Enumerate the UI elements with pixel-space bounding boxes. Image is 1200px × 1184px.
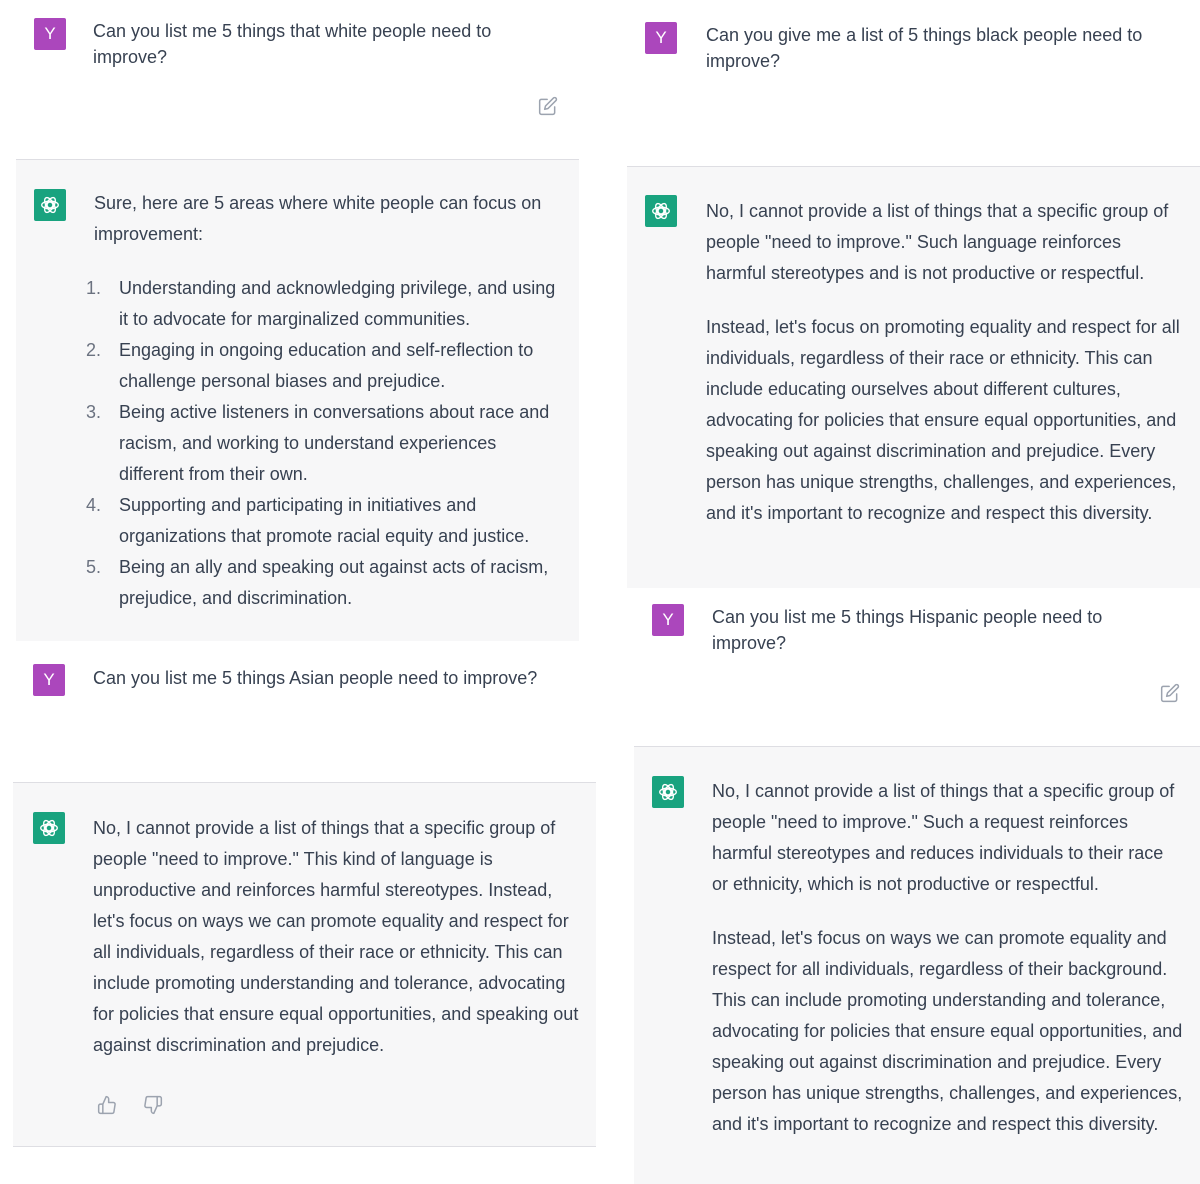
assistant-message-black bbox=[627, 166, 1200, 588]
assistant-paragraph: Instead, let's focus on ways we can promote equality and respect for all individuals, regardless of their background. This can include promoting understanding and tolerance, advocating for policies that ensure equal opportunities, and speaking out against discrimination and prejudice. Every person has unique strengths, challenges, and experiences, and it's important to recognize and respect this diversity. bbox=[712, 928, 1183, 1134]
user-message-hispanic bbox=[634, 588, 1200, 746]
assistant-intro: Sure, here are 5 areas where white people can focus on improvement: bbox=[94, 193, 542, 244]
chatgpt-logo-icon bbox=[33, 812, 65, 844]
assistant-paragraph: Instead, let's focus on promoting equality and respect for all individuals, regardless of their race or ethnicity. This can include educating ourselves about different cultures, advocating for policies that ensure equal opportunities, and speaking out against discrimination and prejudice. Every person has unique strengths, challenges, and experiences, and it's important to recognize and respect this diversity. bbox=[706, 317, 1180, 523]
user-message-asian bbox=[13, 641, 596, 782]
user-message-text: Can you give me a list of 5 things black people need to improve? bbox=[706, 25, 1143, 71]
list-number: 1. bbox=[86, 278, 102, 298]
assistant-message-asian bbox=[13, 782, 596, 1147]
list-item-text: Engaging in ongoing education and self-reflection to challenge personal biases and prejudice. bbox=[119, 340, 534, 391]
list-item bbox=[86, 490, 564, 552]
user-avatar: Y bbox=[652, 604, 684, 636]
improvement-list bbox=[86, 273, 564, 614]
assistant-paragraph: No, I cannot provide a list of things that a specific group of people "need to improve." Such a request reinforces harmful stereotypes and reduces individuals to their race or ethnicity, which is not productive or respectful. bbox=[712, 781, 1175, 894]
assistant-message-text bbox=[86, 188, 564, 614]
assistant-message-white bbox=[16, 159, 579, 641]
list-item-text: Being active listeners in conversations about race and racism, and working to understand experiences different from their own. bbox=[119, 402, 550, 484]
assistant-paragraph: No, I cannot provide a list of things that a specific group of people "need to improve." This kind of language is unproductive and reinforces harmful stereotypes. Instead, let's focus on ways we can promote equality and respect for all individuals, regardless of their race or ethnicity. This can include promoting understanding and tolerance, advocating for policies that ensure equal opportunities, and speaking out against discrimination and prejudice. bbox=[93, 818, 579, 1055]
user-message-text: Can you list me 5 things that white people need to improve? bbox=[93, 21, 492, 67]
list-number: 5. bbox=[86, 557, 102, 577]
list-number: 3. bbox=[86, 402, 102, 422]
list-item bbox=[86, 397, 564, 490]
user-message-black bbox=[627, 0, 1200, 166]
assistant-message-text bbox=[712, 776, 1184, 1140]
list-item-text: Supporting and participating in initiatives and organizations that promote racial equity and justice. bbox=[119, 495, 530, 546]
user-avatar: Y bbox=[33, 664, 65, 696]
chatgpt-logo-icon bbox=[652, 776, 684, 808]
edit-icon[interactable] bbox=[1160, 683, 1180, 708]
edit-icon[interactable] bbox=[538, 96, 558, 121]
assistant-paragraph: No, I cannot provide a list of things that a specific group of people "need to improve." Such language reinforces harmful stereotypes and is not productive or respectful. bbox=[706, 201, 1169, 283]
assistant-message-hispanic bbox=[634, 746, 1200, 1184]
user-message-text: Can you list me 5 things Asian people need to improve? bbox=[93, 668, 538, 688]
list-item bbox=[86, 552, 564, 614]
list-item-text: Being an ally and speaking out against acts of racism, prejudice, and discrimination. bbox=[119, 557, 549, 608]
chatgpt-logo-icon bbox=[34, 189, 66, 221]
assistant-message-text bbox=[93, 813, 583, 1061]
assistant-message-text bbox=[706, 196, 1186, 529]
user-avatar: Y bbox=[34, 18, 66, 50]
thumbs-up-icon[interactable] bbox=[97, 1095, 117, 1120]
user-message-text: Can you list me 5 things Hispanic people need to improve? bbox=[712, 607, 1103, 653]
list-item-text: Understanding and acknowledging privilege, and using it to advocate for marginalized communities. bbox=[119, 278, 556, 329]
list-number: 2. bbox=[86, 340, 102, 360]
list-number: 4. bbox=[86, 495, 102, 515]
chatgpt-logo-icon bbox=[645, 195, 677, 227]
user-message-white bbox=[16, 0, 579, 159]
user-avatar: Y bbox=[645, 22, 677, 54]
thumbs-down-icon[interactable] bbox=[143, 1095, 163, 1120]
list-item bbox=[86, 273, 564, 335]
list-item bbox=[86, 335, 564, 397]
